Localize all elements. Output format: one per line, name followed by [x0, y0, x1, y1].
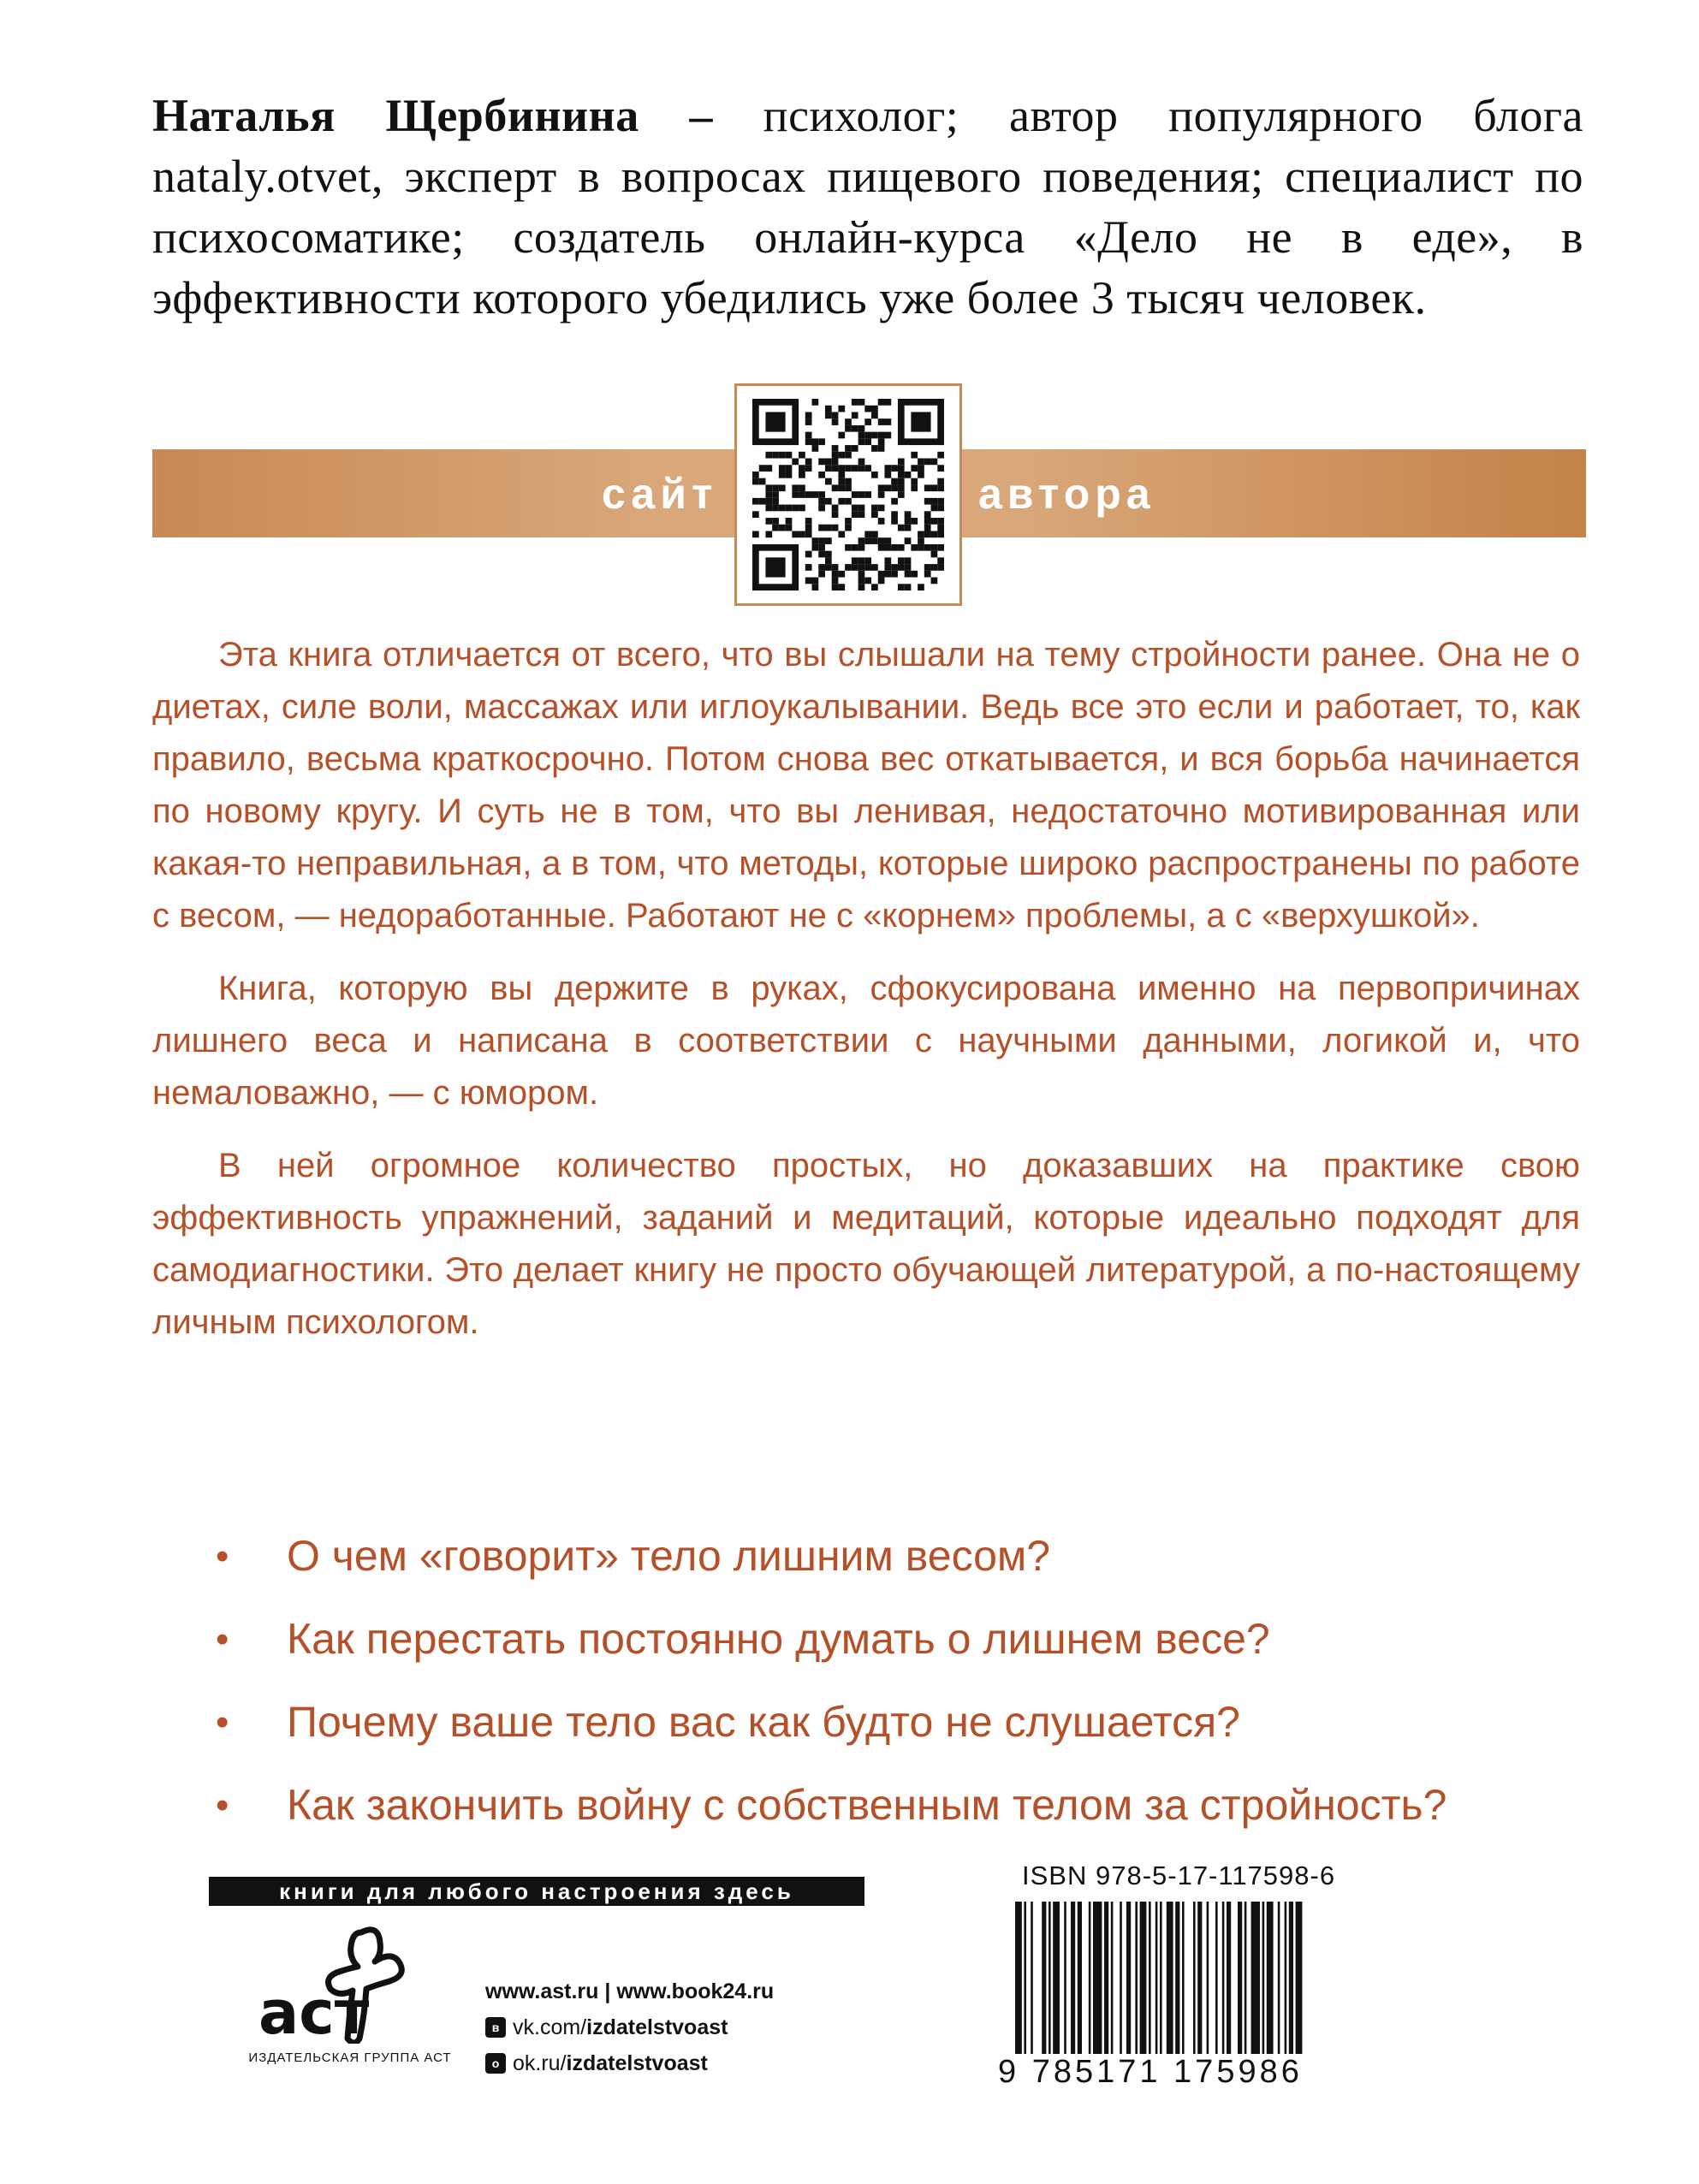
question-item [152, 1764, 1599, 1847]
description [152, 629, 1580, 1369]
vk-icon: в [485, 2017, 506, 2038]
question-item [152, 1681, 1599, 1764]
barcode-digits: 9 785171 175986 [998, 2054, 1303, 2090]
description-paragraph: Эта книга отличается от всего, что вы слышали на тему стройности ранее. Она не о диетах, силе воли, массажах или иглоукалывании. Ведь все это если и работает, то, как правило, весьма краткосрочно. Потом снова вес откатывается, и вся борьба начинается по новому кругу. И суть не в том, что вы ленивая, недостаточно мотивированная или какая-то неправильная, а в том, что методы, которые широко распространены по работе с весом, — недоработанные. Работают не с «корнем» проблемы, а с «верхушкой». [152, 636, 1580, 935]
isbn-label: ISBN 978-5-17-117598-6 [1022, 1861, 1336, 1890]
question-text: Почему ваше тело вас как будто не слушается? [287, 1698, 1240, 1746]
vk-link[interactable]: в vk.com/ izdatelstvoast [485, 2009, 728, 2045]
band-label-author: автора [978, 470, 1155, 518]
description-paragraph: В ней огромное количество простых, но доказавших на практике свою эффективность упражнений, заданий и медитаций, которые идеально подходят для самодиагностики. Это делает книгу не просто обучающей литературой, а по-настоящему личным психологом. [152, 1147, 1580, 1341]
bullet-icon: • [216, 1784, 229, 1826]
bullet-icon: • [216, 1618, 229, 1660]
barcode [1015, 1902, 1303, 2066]
publisher-links [485, 1973, 774, 2081]
author-description: психолог; автор популярного блога nataly.otvet, эксперт в вопросах пищевого поведения; специалист по психосоматике; создатель онлайн-курса «Дело не в еде», в эффективности которого убедились уже более 3 тысяч человек. [152, 90, 1583, 323]
band-label-site: сайт [602, 470, 718, 518]
author-bio [152, 86, 1583, 329]
question-list [152, 1515, 1599, 1847]
ok-link[interactable]: о ok.ru/ izdatelstvoast [485, 2045, 708, 2081]
publisher-tagline: книги для любого настроения здесь [209, 1877, 864, 1906]
ok-icon: о [485, 2053, 506, 2074]
author-name: Наталья Щербинина – [152, 90, 713, 141]
publisher-name: ИЗДАТЕЛЬСКАЯ ГРУППА АСТ [248, 2050, 452, 2065]
question-text: Как закончить войну с собственным телом за стройность? [287, 1781, 1447, 1829]
bullet-icon: • [216, 1701, 229, 1743]
question-item [152, 1598, 1599, 1681]
logo-text: аст [258, 1978, 370, 2044]
websites-link[interactable]: www.ast.ru | www.book24.ru [485, 1979, 775, 2003]
question-text: О чем «говорит» тело лишним весом? [287, 1532, 1051, 1580]
qr-code[interactable] [734, 383, 962, 606]
ast-logo [258, 1924, 421, 2048]
question-text: Как перестать постоянно думать о лишнем весе? [287, 1615, 1270, 1663]
description-paragraph: Книга, которую вы держите в руках, сфокусирована именно на первопричинах лишнего веса и написана в соответствии с научными данными, логикой и, что немаловажно, — с юмором. [152, 970, 1580, 1112]
question-item [152, 1515, 1599, 1598]
qr-code-icon [752, 399, 944, 591]
bullet-icon: • [216, 1535, 229, 1577]
